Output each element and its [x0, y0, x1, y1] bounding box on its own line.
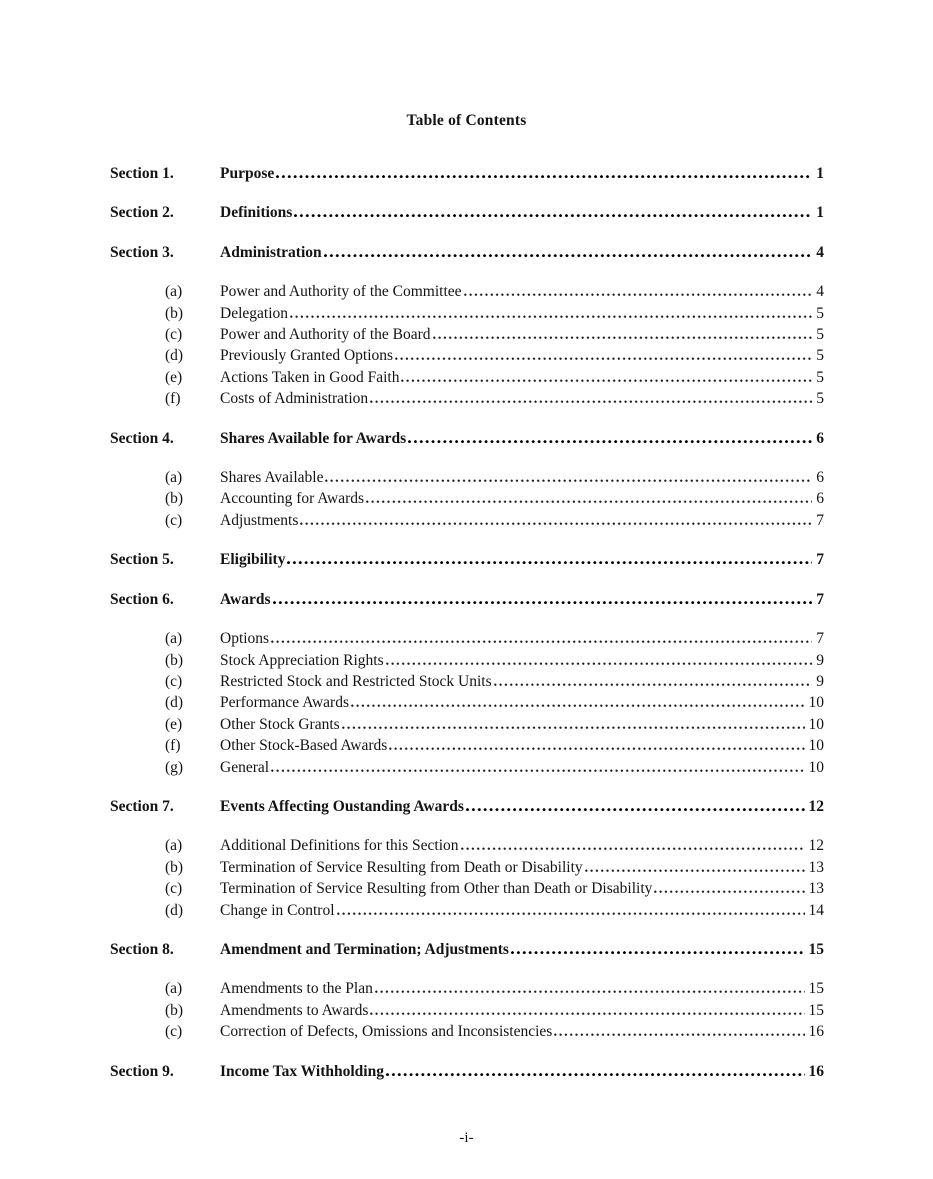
- page-number: 1: [816, 165, 824, 182]
- toc-sub-entry: [110, 978, 824, 999]
- toc-entry-title: Other Stock-Based Awards: [220, 737, 388, 755]
- page-number: 15: [808, 940, 824, 958]
- toc-entry-label: (f): [165, 737, 181, 755]
- toc-entry-label: (c): [165, 511, 183, 529]
- page-number: 16: [808, 1062, 824, 1080]
- toc-entry-title: Options: [220, 630, 270, 648]
- table-of-contents: [110, 163, 824, 1082]
- toc-sub-entry: [110, 692, 824, 713]
- toc-entry-label: (b): [165, 651, 184, 669]
- toc-sub-entry: [110, 1021, 824, 1042]
- dot-leader: [324, 252, 813, 257]
- toc-sub-entry: [110, 1000, 824, 1021]
- toc-entry-label: (a): [165, 469, 183, 487]
- toc-section-entry: [110, 796, 824, 817]
- toc-entry-title: Amendment and Termination; Adjustments: [220, 940, 509, 958]
- dot-leader: [386, 1071, 805, 1076]
- toc-entry-label: (a): [165, 283, 183, 301]
- dot-leader: [342, 724, 805, 729]
- dot-leader: [271, 767, 804, 772]
- toc-section-entry: [110, 1061, 824, 1082]
- toc-entry-title: Termination of Service Resulting from Other than Death or Disability: [220, 880, 653, 898]
- toc-sub-entry: [110, 757, 824, 778]
- toc-entry-label: (b): [165, 490, 184, 508]
- toc-entry-label: (c): [165, 672, 183, 690]
- dot-leader: [271, 638, 812, 643]
- toc-entry-label: Section 1.: [110, 165, 174, 182]
- toc-sub-entry: [110, 467, 824, 488]
- toc-entry-title: Delegation: [220, 304, 289, 322]
- toc-entry-title: Definitions: [220, 204, 293, 222]
- dot-leader: [401, 377, 812, 382]
- dot-leader: [464, 291, 813, 296]
- page-number: 1: [816, 204, 824, 222]
- toc-sub-entry: [110, 367, 824, 388]
- toc-entry-label: (c): [165, 880, 183, 898]
- toc-entry-title: Termination of Service Resulting from Death or Disability: [220, 858, 583, 876]
- page-number: 15: [808, 980, 824, 998]
- dot-leader: [375, 988, 805, 993]
- toc-entry-label: (a): [165, 980, 183, 998]
- page-number: 13: [808, 880, 824, 898]
- toc-entry-title: Income Tax Withholding: [220, 1062, 384, 1080]
- page-number: 5: [816, 304, 824, 322]
- page-number: 10: [808, 715, 824, 733]
- toc-entry-label: (b): [165, 304, 184, 322]
- toc-entry-title: Amendments to the Plan: [220, 980, 373, 998]
- toc-entry-label: Section 6.: [110, 590, 174, 608]
- page-number: 6: [816, 429, 824, 447]
- toc-sub-entry: [110, 650, 824, 671]
- toc-entry-title: Shares Available for Awards: [220, 429, 407, 447]
- dot-leader: [366, 498, 812, 503]
- page-number: 5: [816, 326, 824, 344]
- toc-sub-entry: [110, 835, 824, 856]
- toc-entry-title: Administration: [220, 243, 322, 261]
- dot-leader: [351, 702, 805, 707]
- page-number: 10: [808, 758, 824, 776]
- page-number: 10: [808, 737, 824, 755]
- toc-entry-title: Costs of Administration: [220, 390, 369, 408]
- page-number: 16: [808, 1023, 824, 1041]
- toc-entry-label: (d): [165, 347, 184, 365]
- toc-sub-entry: [110, 488, 824, 509]
- dot-leader: [395, 355, 812, 360]
- page-number: 7: [816, 511, 824, 529]
- page-number: 9: [816, 651, 824, 669]
- toc-entry-title: Purpose: [220, 165, 275, 182]
- toc-entry-title: Adjustments: [220, 511, 299, 529]
- dot-leader: [389, 745, 804, 750]
- page-number: 7: [816, 630, 824, 648]
- page-number: 7: [816, 551, 824, 569]
- toc-sub-entry: [110, 671, 824, 692]
- toc-entry-label: (a): [165, 837, 183, 855]
- dot-leader: [273, 599, 813, 604]
- page-number: 5: [816, 390, 824, 408]
- toc-sub-entry: [110, 735, 824, 756]
- dot-leader: [294, 212, 812, 217]
- toc-entry-label: Section 2.: [110, 204, 174, 222]
- toc-entry-label: (e): [165, 715, 183, 733]
- page-number: 4: [816, 243, 824, 261]
- toc-entry-label: (b): [165, 858, 184, 876]
- dot-leader: [494, 681, 813, 686]
- dot-leader: [300, 520, 812, 525]
- dot-leader: [654, 888, 804, 893]
- toc-entry-label: (d): [165, 901, 184, 919]
- dot-leader: [511, 949, 805, 954]
- toc-entry-label: Section 8.: [110, 940, 174, 958]
- dot-leader: [408, 438, 812, 443]
- dot-leader: [386, 660, 813, 665]
- page-number: 15: [808, 1001, 824, 1019]
- toc-section-entry: [110, 428, 824, 449]
- toc-sub-entry: [110, 900, 824, 921]
- toc-entry-title: Restricted Stock and Restricted Stock Units: [220, 672, 492, 690]
- toc-sub-entry: [110, 878, 824, 899]
- page-number: 9: [816, 672, 824, 690]
- toc-entry-title: General: [220, 758, 270, 776]
- dot-leader: [466, 806, 805, 811]
- footer-page-number: -i-: [459, 1130, 474, 1146]
- page-number: 12: [808, 837, 824, 855]
- page-number: 6: [816, 490, 824, 508]
- page-number: 5: [816, 368, 824, 386]
- toc-entry-title: Events Affecting Oustanding Awards: [220, 797, 464, 815]
- toc-entry-label: (e): [165, 368, 183, 386]
- toc-entry-title: Other Stock Grants: [220, 715, 340, 733]
- toc-sub-entry: [110, 714, 824, 735]
- toc-section-entry: [110, 242, 824, 263]
- toc-entry-title: Accounting for Awards: [220, 490, 365, 508]
- toc-entry-title: Awards: [220, 590, 271, 608]
- toc-section-entry: [110, 202, 824, 223]
- toc-entry-label: Section 7.: [110, 797, 174, 815]
- toc-entry-label: Section 9.: [110, 1062, 174, 1080]
- toc-entry-title: Actions Taken in Good Faith: [220, 368, 400, 386]
- toc-section-entry: [110, 549, 824, 570]
- toc-entry-title: Change in Control: [220, 901, 335, 919]
- page-number: 12: [808, 797, 824, 815]
- toc-sub-entry: [110, 324, 824, 345]
- page-number: 7: [816, 590, 824, 608]
- toc-entry-title: Power and Authority of the Committee: [220, 283, 462, 301]
- toc-section-entry: [110, 163, 824, 184]
- toc-entry-title: Previously Granted Options: [220, 347, 394, 365]
- dot-leader: [433, 334, 813, 339]
- dot-leader: [461, 845, 805, 850]
- toc-entry-title: Power and Authority of the Board: [220, 326, 431, 344]
- dot-leader: [325, 477, 812, 482]
- dot-leader: [276, 173, 812, 178]
- dot-leader: [290, 313, 812, 318]
- toc-entry-title: Performance Awards: [220, 694, 349, 712]
- toc-section-entry: [110, 589, 824, 610]
- toc-section-entry: [110, 939, 824, 960]
- dot-leader: [585, 867, 805, 872]
- page-number: 6: [816, 469, 824, 487]
- toc-entry-title: Eligibility: [220, 551, 286, 569]
- page-number: 5: [816, 347, 824, 365]
- page-number: 4: [816, 283, 824, 301]
- toc-entry-title: Shares Available: [220, 469, 324, 487]
- toc-entry-label: (f): [165, 390, 181, 408]
- page-title: Table of Contents: [406, 112, 527, 129]
- toc-entry-label: (c): [165, 326, 183, 344]
- page-number: 13: [808, 858, 824, 876]
- dot-leader: [370, 1010, 804, 1015]
- toc-sub-entry: [110, 281, 824, 302]
- dot-leader: [287, 559, 812, 564]
- toc-sub-entry: [110, 857, 824, 878]
- dot-leader: [370, 398, 812, 403]
- toc-sub-entry: [110, 303, 824, 324]
- toc-entry-label: (a): [165, 630, 183, 648]
- dot-leader: [337, 910, 805, 915]
- dot-leader: [554, 1031, 804, 1036]
- toc-entry-label: Section 4.: [110, 429, 174, 447]
- toc-entry-title: Additional Definitions for this Section: [220, 837, 459, 855]
- toc-sub-entry: [110, 388, 824, 409]
- toc-sub-entry: [110, 510, 824, 531]
- toc-entry-label: Section 5.: [110, 551, 174, 569]
- toc-entry-label: (c): [165, 1023, 183, 1041]
- toc-entry-label: (d): [165, 694, 184, 712]
- toc-entry-label: (b): [165, 1001, 184, 1019]
- toc-entry-title: Stock Appreciation Rights: [220, 651, 384, 669]
- toc-entry-title: Amendments to Awards: [220, 1001, 369, 1019]
- page-number: 14: [808, 901, 824, 919]
- page-number: 10: [808, 694, 824, 712]
- toc-entry-label: Section 3.: [110, 243, 174, 261]
- toc-entry-title: Correction of Defects, Omissions and Inconsistencies: [220, 1023, 553, 1041]
- toc-sub-entry: [110, 628, 824, 649]
- toc-sub-entry: [110, 345, 824, 366]
- toc-entry-label: (g): [165, 758, 184, 776]
